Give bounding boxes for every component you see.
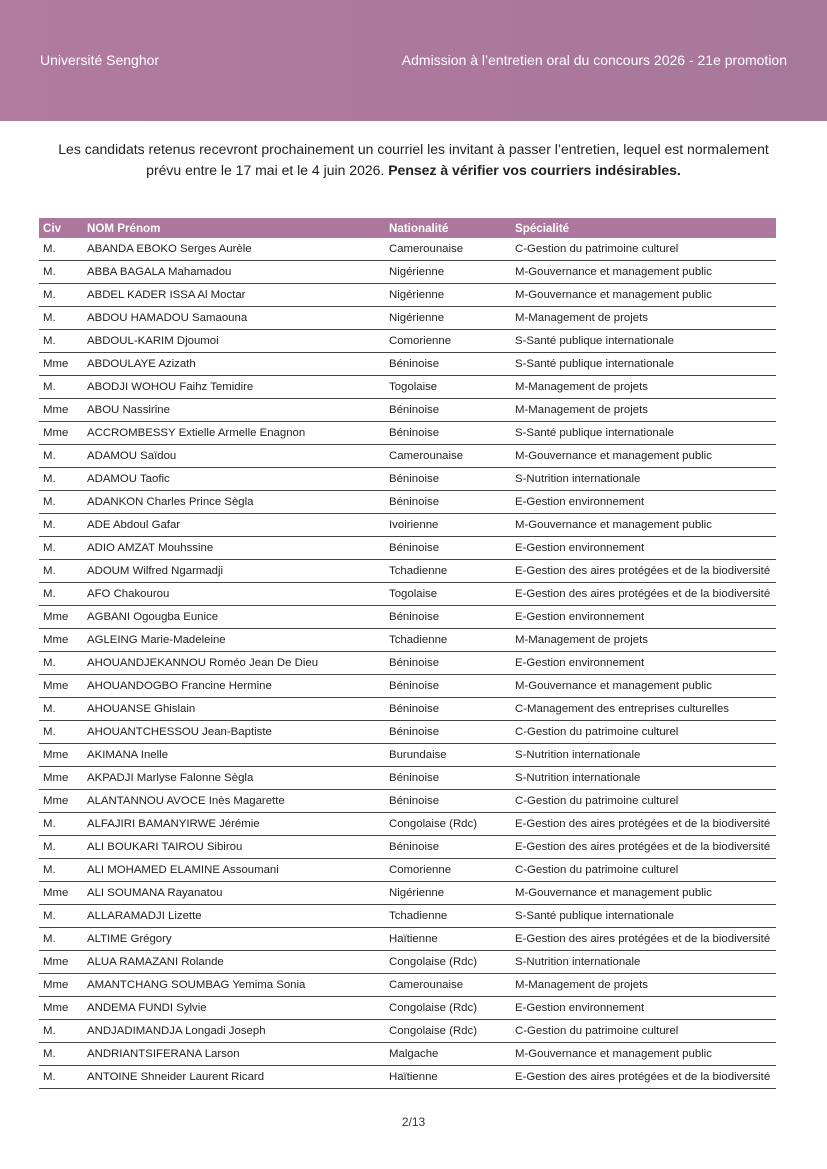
cell-civ: Mme [39,629,83,652]
table-row [39,560,776,583]
cell-civ: M. [39,376,83,399]
table-row [39,974,776,997]
cell-name: ANDEMA FUNDI Sylvie [83,997,385,1020]
cell-specialty: M-Management de projets [511,629,776,652]
cell-nationality: Béninoise [385,675,511,698]
cell-specialty: M-Gouvernance et management public [511,1043,776,1066]
cell-nationality: Tchadienne [385,629,511,652]
cell-nationality: Camerounaise [385,445,511,468]
cell-civ: Mme [39,974,83,997]
table-row [39,813,776,836]
cell-civ: Mme [39,675,83,698]
cell-specialty: S-Santé publique internationale [511,353,776,376]
cell-name: ADIO AMZAT Mouhssine [83,537,385,560]
table-row [39,629,776,652]
table-row [39,951,776,974]
cell-name: ABANDA EBOKO Serges Aurèle [83,238,385,261]
cell-civ: M. [39,261,83,284]
table-row [39,468,776,491]
cell-civ: Mme [39,951,83,974]
cell-specialty: E-Gestion des aires protégées et de la biodiversité [511,1066,776,1089]
column-header-specialty: Spécialité [511,218,776,238]
table-row [39,491,776,514]
cell-nationality: Béninoise [385,790,511,813]
cell-name: ANTOINE Shneider Laurent Ricard [83,1066,385,1089]
cell-civ: M. [39,468,83,491]
cell-specialty: C-Gestion du patrimoine culturel [511,238,776,261]
cell-specialty: S-Santé publique internationale [511,422,776,445]
table-row [39,514,776,537]
table-row [39,330,776,353]
cell-specialty: M-Gouvernance et management public [511,284,776,307]
cell-civ: M. [39,307,83,330]
table-row [39,859,776,882]
table-row [39,905,776,928]
cell-nationality: Béninoise [385,353,511,376]
cell-specialty: C-Management des entreprises culturelles [511,698,776,721]
cell-name: ABDOUL-KARIM Djoumoi [83,330,385,353]
cell-civ: Mme [39,399,83,422]
cell-specialty: C-Gestion du patrimoine culturel [511,1020,776,1043]
cell-nationality: Burundaise [385,744,511,767]
cell-specialty: M-Gouvernance et management public [511,675,776,698]
cell-nationality: Béninoise [385,721,511,744]
cell-nationality: Congolaise (Rdc) [385,813,511,836]
cell-name: ADAMOU Taofic [83,468,385,491]
cell-civ: M. [39,330,83,353]
cell-specialty: C-Gestion du patrimoine culturel [511,859,776,882]
cell-name: AKPADJI Marlyse Falonne Sègla [83,767,385,790]
cell-name: AHOUANSE Ghislain [83,698,385,721]
cell-civ: M. [39,491,83,514]
cell-nationality: Camerounaise [385,238,511,261]
cell-nationality: Béninoise [385,836,511,859]
cell-civ: M. [39,813,83,836]
table-row [39,583,776,606]
cell-specialty: M-Management de projets [511,307,776,330]
table-row [39,928,776,951]
university-name: Université Senghor [40,52,160,68]
intro-text: Les candidats retenus recevront prochainement un courriel les invitant à passer l’entretien, lequel est normalement prévu entre le 17 mai et le 4 juin 2026. [58,141,769,178]
cell-nationality: Béninoise [385,468,511,491]
cell-nationality: Togolaise [385,583,511,606]
cell-civ: M. [39,1066,83,1089]
column-header-nationality: Nationalité [385,218,511,238]
cell-nationality: Nigérienne [385,261,511,284]
cell-nationality: Congolaise (Rdc) [385,997,511,1020]
cell-name: AGLEING Marie-Madeleine [83,629,385,652]
cell-specialty: E-Gestion environnement [511,491,776,514]
cell-name: AGBANI Ogougba Eunice [83,606,385,629]
cell-civ: Mme [39,997,83,1020]
cell-civ: Mme [39,353,83,376]
cell-civ: Mme [39,767,83,790]
cell-name: AHOUANDOGBO Francine Hermine [83,675,385,698]
table-row [39,744,776,767]
cell-nationality: Togolaise [385,376,511,399]
cell-name: ABBA BAGALA Mahamadou [83,261,385,284]
cell-name: AHOUANTCHESSOU Jean-Baptiste [83,721,385,744]
cell-civ: M. [39,284,83,307]
cell-nationality: Congolaise (Rdc) [385,951,511,974]
cell-name: ALANTANNOU AVOCE Inès Magarette [83,790,385,813]
cell-specialty: M-Management de projets [511,399,776,422]
cell-name: ABDOULAYE Azizath [83,353,385,376]
cell-name: AFO Chakourou [83,583,385,606]
intro-paragraph [40,139,787,181]
cell-nationality: Béninoise [385,399,511,422]
cell-civ: M. [39,836,83,859]
table-row [39,997,776,1020]
cell-name: ALTIME Grégory [83,928,385,951]
table-row [39,1020,776,1043]
cell-nationality: Tchadienne [385,905,511,928]
table-row [39,284,776,307]
cell-specialty: M-Management de projets [511,974,776,997]
table-row [39,238,776,261]
cell-name: ALI SOUMANA Rayanatou [83,882,385,905]
cell-nationality: Nigérienne [385,882,511,905]
table-row [39,836,776,859]
cell-specialty: E-Gestion des aires protégées et de la biodiversité [511,583,776,606]
cell-nationality: Nigérienne [385,284,511,307]
cell-specialty: E-Gestion environnement [511,537,776,560]
cell-nationality: Ivoirienne [385,514,511,537]
table-row [39,261,776,284]
cell-civ: M. [39,928,83,951]
cell-name: ABODJI WOHOU Faihz Temidire [83,376,385,399]
cell-nationality: Béninoise [385,606,511,629]
cell-specialty: S-Nutrition internationale [511,767,776,790]
cell-name: AKIMANA Inelle [83,744,385,767]
table-row [39,767,776,790]
cell-specialty: S-Nutrition internationale [511,744,776,767]
table-row [39,652,776,675]
table-row [39,445,776,468]
cell-civ: M. [39,905,83,928]
cell-name: ALI MOHAMED ELAMINE Assoumani [83,859,385,882]
cell-specialty: E-Gestion environnement [511,606,776,629]
cell-civ: M. [39,1043,83,1066]
cell-civ: Mme [39,790,83,813]
table-row [39,376,776,399]
table-row [39,307,776,330]
cell-specialty: E-Gestion environnement [511,652,776,675]
table-body [39,238,776,1089]
table-row [39,675,776,698]
cell-civ: M. [39,859,83,882]
candidates-table [39,218,776,1089]
cell-civ: M. [39,238,83,261]
cell-specialty: C-Gestion du patrimoine culturel [511,721,776,744]
column-header-name: NOM Prénom [83,218,385,238]
cell-specialty: M-Gouvernance et management public [511,261,776,284]
cell-nationality: Haïtienne [385,928,511,951]
cell-civ: M. [39,698,83,721]
cell-civ: Mme [39,606,83,629]
cell-nationality: Béninoise [385,537,511,560]
cell-name: ANDJADIMANDJA Longadi Joseph [83,1020,385,1043]
table-row [39,353,776,376]
cell-nationality: Béninoise [385,652,511,675]
cell-specialty: M-Management de projets [511,376,776,399]
cell-name: ALLARAMADJI Lizette [83,905,385,928]
document-title: Admission à l’entretien oral du concours 2026 - 21e promotion [401,52,787,68]
cell-name: ABOU Nassirine [83,399,385,422]
cell-nationality: Béninoise [385,422,511,445]
cell-civ: M. [39,445,83,468]
cell-nationality: Nigérienne [385,307,511,330]
cell-name: ALUA RAMAZANI Rolande [83,951,385,974]
table-row [39,1066,776,1089]
cell-nationality: Béninoise [385,698,511,721]
table-row [39,422,776,445]
cell-nationality: Malgache [385,1043,511,1066]
cell-nationality: Congolaise (Rdc) [385,1020,511,1043]
cell-civ: M. [39,537,83,560]
cell-name: ADE Abdoul Gafar [83,514,385,537]
cell-specialty: S-Santé publique internationale [511,905,776,928]
cell-specialty: E-Gestion des aires protégées et de la biodiversité [511,813,776,836]
table-row [39,882,776,905]
cell-nationality: Béninoise [385,767,511,790]
cell-specialty: M-Gouvernance et management public [511,445,776,468]
table-row [39,537,776,560]
cell-civ: Mme [39,882,83,905]
cell-nationality: Haïtienne [385,1066,511,1089]
cell-name: ABDOU HAMADOU Samaouna [83,307,385,330]
cell-name: ADANKON Charles Prince Sègla [83,491,385,514]
cell-civ: M. [39,1020,83,1043]
cell-name: ALFAJIRI BAMANYIRWE Jérémie [83,813,385,836]
cell-civ: M. [39,514,83,537]
cell-name: ADOUM Wilfred Ngarmadji [83,560,385,583]
cell-civ: Mme [39,422,83,445]
cell-specialty: E-Gestion environnement [511,997,776,1020]
cell-name: AHOUANDJEKANNOU Roméo Jean De Dieu [83,652,385,675]
page-number: 2/13 [401,1115,426,1129]
cell-nationality: Comorienne [385,330,511,353]
table-row [39,698,776,721]
table-row [39,399,776,422]
table-row [39,721,776,744]
cell-civ: M. [39,560,83,583]
cell-specialty: E-Gestion des aires protégées et de la biodiversité [511,836,776,859]
cell-civ: M. [39,721,83,744]
cell-name: ALI BOUKARI TAIROU Sibirou [83,836,385,859]
cell-nationality: Béninoise [385,491,511,514]
column-header-civ: Civ [39,218,83,238]
cell-specialty: S-Nutrition internationale [511,468,776,491]
cell-name: ADAMOU Saïdou [83,445,385,468]
table-row [39,606,776,629]
cell-specialty: E-Gestion des aires protégées et de la biodiversité [511,560,776,583]
cell-specialty: S-Santé publique internationale [511,330,776,353]
cell-name: ABDEL KADER ISSA Al Moctar [83,284,385,307]
cell-nationality: Tchadienne [385,560,511,583]
cell-civ: Mme [39,744,83,767]
cell-specialty: E-Gestion des aires protégées et de la biodiversité [511,928,776,951]
cell-specialty: S-Nutrition internationale [511,951,776,974]
cell-civ: M. [39,652,83,675]
table-row [39,1043,776,1066]
cell-name: ACCROMBESSY Extielle Armelle Enagnon [83,422,385,445]
cell-specialty: M-Gouvernance et management public [511,882,776,905]
cell-specialty: M-Gouvernance et management public [511,514,776,537]
intro-warning: Pensez à vérifier vos courriers indésirables. [388,162,681,178]
cell-civ: M. [39,583,83,606]
page-header [0,0,827,121]
cell-name: ANDRIANTSIFERANA Larson [83,1043,385,1066]
cell-nationality: Comorienne [385,859,511,882]
table-row [39,790,776,813]
table-header-row [39,218,776,238]
cell-nationality: Camerounaise [385,974,511,997]
cell-specialty: C-Gestion du patrimoine culturel [511,790,776,813]
cell-name: AMANTCHANG SOUMBAG Yemima Sonia [83,974,385,997]
